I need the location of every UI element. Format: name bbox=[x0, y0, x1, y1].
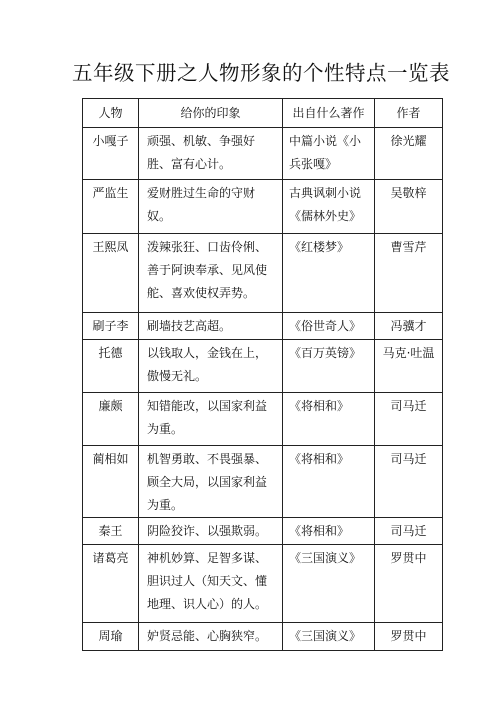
character-name: 廉颇 bbox=[83, 393, 139, 446]
character-table bbox=[82, 98, 443, 651]
character-author: 罗贯中 bbox=[375, 545, 443, 623]
character-author: 司马迁 bbox=[375, 518, 443, 545]
table-header-row bbox=[83, 99, 443, 128]
character-impression: 阴险狡诈、以强欺弱。 bbox=[139, 518, 283, 545]
character-author: 罗贯中 bbox=[375, 623, 443, 651]
character-source: 《俗世奇人》 bbox=[283, 313, 375, 340]
table-row bbox=[83, 180, 443, 234]
character-source: 《将相和》 bbox=[283, 446, 375, 518]
character-impression: 刷墙技艺高超。 bbox=[139, 313, 283, 340]
table-row bbox=[83, 313, 443, 340]
character-author: 吴敬梓 bbox=[375, 180, 443, 234]
character-impression: 顽强、机敏、争强好胜、富有心计。 bbox=[139, 128, 283, 180]
character-source: 《三国演义》 bbox=[283, 623, 375, 651]
character-author: 司马迁 bbox=[375, 446, 443, 518]
header-impression: 给你的印象 bbox=[139, 99, 283, 128]
character-source: 《百万英镑》 bbox=[283, 340, 375, 393]
character-name: 秦王 bbox=[83, 518, 139, 545]
character-name: 周瑜 bbox=[83, 623, 139, 651]
character-name: 小嘎子 bbox=[83, 128, 139, 180]
character-author: 司马迁 bbox=[375, 393, 443, 446]
character-author: 冯骥才 bbox=[375, 313, 443, 340]
table-row bbox=[83, 446, 443, 518]
table-row bbox=[83, 128, 443, 180]
character-source: 《三国演义》 bbox=[283, 545, 375, 623]
character-impression: 爱财胜过生命的守财奴。 bbox=[139, 180, 283, 234]
character-source: 中篇小说《小兵张嘎》 bbox=[283, 128, 375, 180]
table-row bbox=[83, 545, 443, 623]
character-name: 托德 bbox=[83, 340, 139, 393]
header-source: 出自什么著作 bbox=[283, 99, 375, 128]
character-name: 严监生 bbox=[83, 180, 139, 234]
character-impression: 以钱取人，金钱在上，傲慢无礼。 bbox=[139, 340, 283, 393]
character-author: 曹雪芹 bbox=[375, 234, 443, 313]
character-author: 马克·吐温 bbox=[375, 340, 443, 393]
table-row bbox=[83, 518, 443, 545]
character-name: 王熙凤 bbox=[83, 234, 139, 313]
page-title: 五年级下册之人物形象的个性特点一览表 bbox=[72, 61, 450, 85]
character-source: 《红楼梦》 bbox=[283, 234, 375, 313]
character-impression: 妒贤忌能、心胸狭窄。 bbox=[139, 623, 283, 651]
character-impression: 神机妙算、足智多谋、胆识过人（知天文、懂地理、识人心）的人。 bbox=[139, 545, 283, 623]
character-name: 刷子李 bbox=[83, 313, 139, 340]
character-source: 《将相和》 bbox=[283, 518, 375, 545]
header-author: 作者 bbox=[375, 99, 443, 128]
character-source: 《将相和》 bbox=[283, 393, 375, 446]
table-row bbox=[83, 340, 443, 393]
character-name: 蔺相如 bbox=[83, 446, 139, 518]
character-source: 古典讽刺小说《儒林外史》 bbox=[283, 180, 375, 234]
character-impression: 知错能改，以国家利益为重。 bbox=[139, 393, 283, 446]
character-impression: 机智勇敢、不畏强暴、顾全大局，以国家利益为重。 bbox=[139, 446, 283, 518]
character-impression: 泼辣张狂、口齿伶俐、善于阿谀奉承、见风使舵、喜欢使权弄势。 bbox=[139, 234, 283, 313]
table-row bbox=[83, 393, 443, 446]
character-author: 徐光耀 bbox=[375, 128, 443, 180]
character-name: 诸葛亮 bbox=[83, 545, 139, 623]
table-row bbox=[83, 234, 443, 313]
table-row bbox=[83, 623, 443, 651]
header-character: 人物 bbox=[83, 99, 139, 128]
